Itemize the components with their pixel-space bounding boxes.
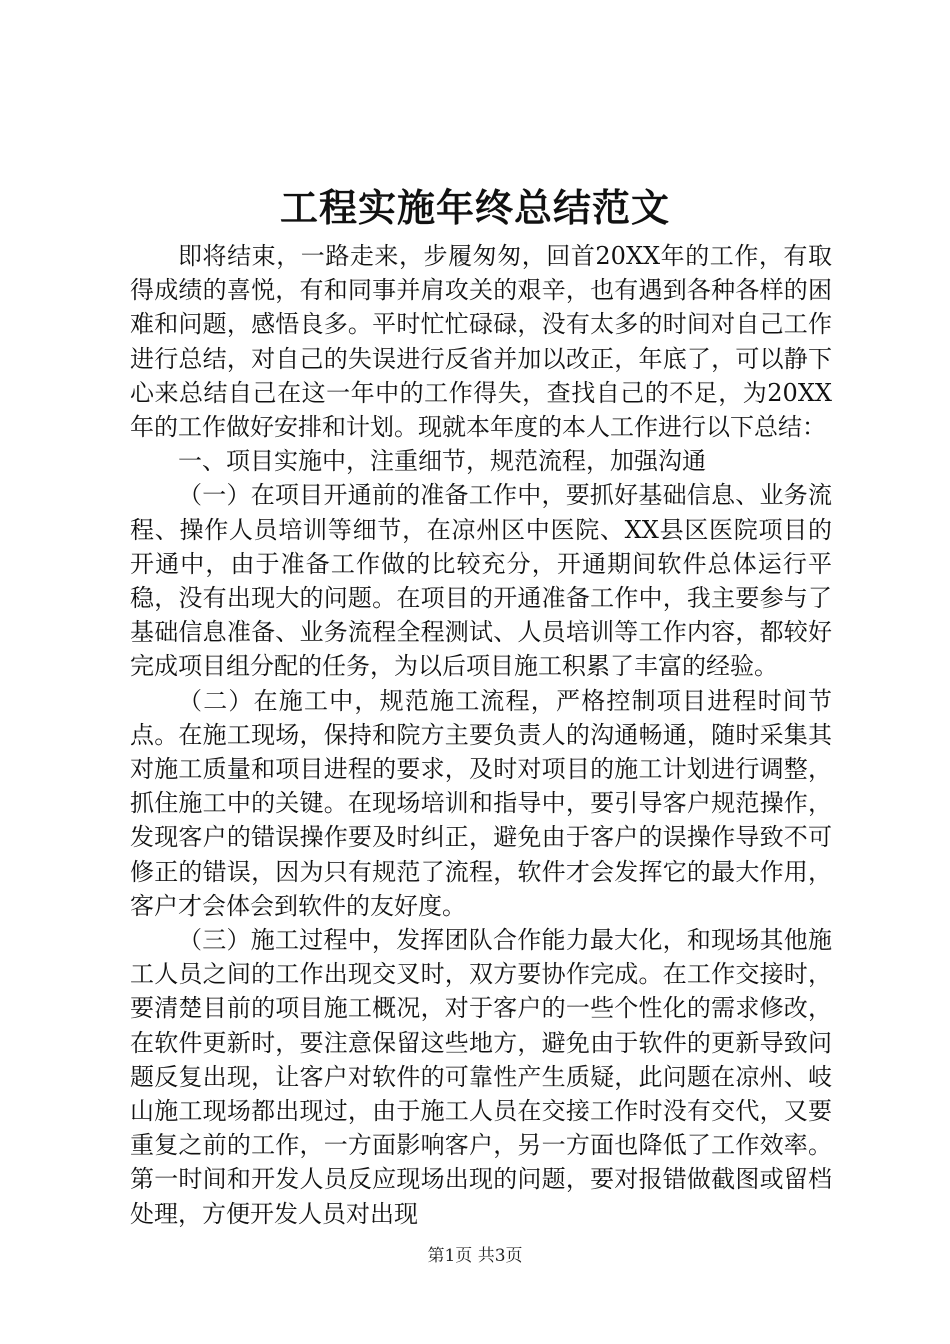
section-heading-1: 一、项目实施中，注重细节，规范流程，加强沟通 bbox=[178, 447, 706, 476]
document-body bbox=[130, 239, 832, 1231]
page-footer: 第1页 共3页 bbox=[427, 1246, 523, 1266]
paragraph-intro: 即将结束，一路走来，步履匆匆，回首20XX年的工作，有取得成绩的喜悦，有和同事并肩攻关的艰辛，也有遇到各种各样的困难和问题，感悟良多。平时忙忙碌碌，没有太多的时间对自己工作进行总结，对自己的失误进行反省并加以改正，年底了，可以静下心来总结自己在这一年中的工作得失，查找自己的不足，为20XX年的工作做好安排和计划。现就本年度的本人工作进行以下总结： bbox=[130, 242, 832, 442]
paragraph-item-3: （三）施工过程中，发挥团队合作能力最大化，和现场其他施工人员之间的工作出现交叉时，双方要协作完成。在工作交接时，要清楚目前的项目施工概况，对于客户的一些个性化的需求修改，在软件更新时，要注意保留这些地方，避免由于软件的更新导致问题反复出现，让客户对软件的可靠性产生质疑，此问题在凉州、岐山施工现场都出现过，由于施工人员在交接工作时没有交代，又要重复之前的工作，一方面影响客户，另一方面也降低了工作效率。第一时间和开发人员反应现场出现的问题，要对报错做截图或留档处理，方便开发人员对出现 bbox=[130, 926, 832, 1228]
document-title: 工程实施年终总结范文 bbox=[279, 185, 670, 230]
paragraph-item-1: （一）在项目开通前的准备工作中，要抓好基础信息、业务流程、操作人员培训等细节，在凉州区中医院、XX县区医院项目的开通中，由于准备工作做的比较充分，开通期间软件总体运行平稳，没有出现大的问题。在项目的开通准备工作中，我主要参与了基础信息准备、业务流程全程测试、人员培训等工作内容，都较好完成项目组分配的任务，为以后项目施工积累了丰富的经验。 bbox=[130, 481, 832, 681]
paragraph-item-2: （二）在施工中，规范施工流程，严格控制项目进程时间节点。在施工现场，保持和院方主要负责人的沟通畅通，随时采集其对施工质量和项目进程的要求，及时对项目的施工计划进行调整，抓住施工中的关键。在现场培训和指导中，要引导客户规范操作，发现客户的错误操作要及时纠正，避免由于客户的误操作导致不可修正的错误，因为只有规范了流程，软件才会发挥它的最大作用，客户才会体会到软件的友好度。 bbox=[130, 686, 832, 920]
